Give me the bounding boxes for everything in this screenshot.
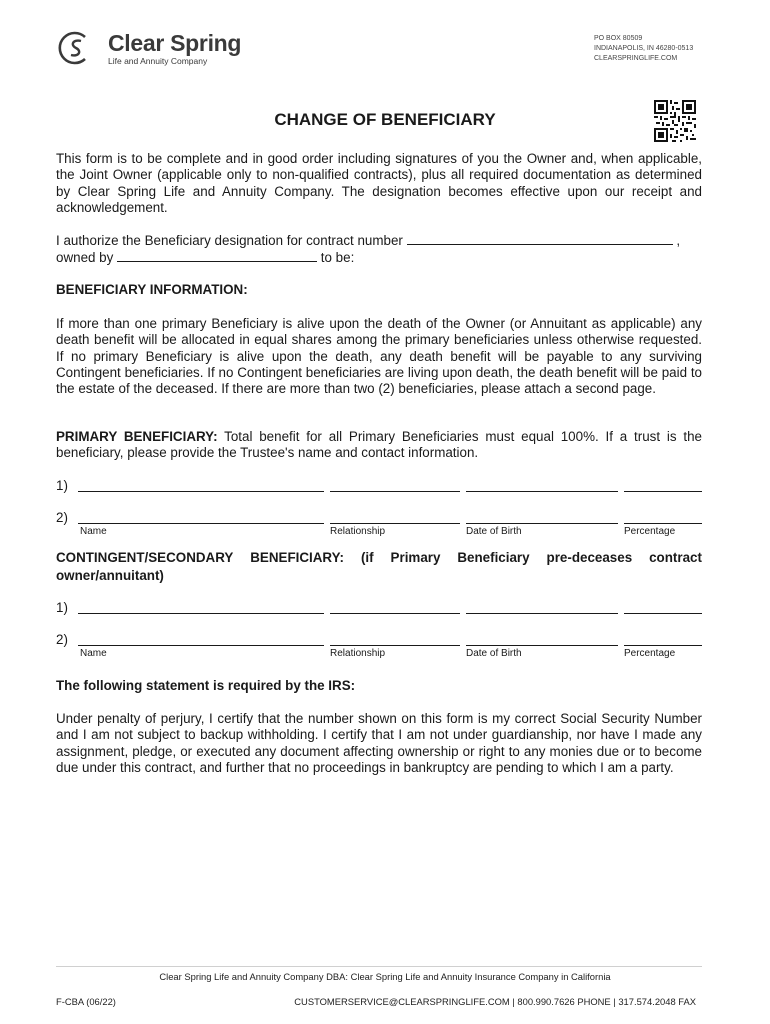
form-title: CHANGE OF BENEFICIARY — [274, 110, 496, 129]
form-code: F-CBA (06/22) — [56, 996, 116, 1007]
contingent-2-name-field[interactable] — [78, 645, 324, 646]
footer-contact: CUSTOMERSERVICE@CLEARSPRINGLIFE.COM | 800.990.7626 PHONE | 317.574.2048 FAX — [294, 996, 696, 1007]
contingent-word: CONTINGENT/SECONDARY — [56, 550, 234, 565]
primary-heading: PRIMARY BENEFICIARY: — [56, 429, 218, 444]
owned-by-label: owned by — [56, 250, 114, 265]
contingent-1-dob-field[interactable] — [466, 613, 618, 614]
company-name: Clear Spring — [108, 30, 242, 56]
column-label-percentage: Percentage — [624, 648, 676, 659]
contingent-row-1-number: 1) — [56, 600, 68, 615]
address-line: INDIANAPOLIS, IN 46280-0513 — [594, 45, 694, 52]
column-label-percentage: Percentage — [624, 526, 676, 537]
column-label-relationship: Relationship — [330, 526, 386, 537]
owner-name-field[interactable] — [117, 251, 317, 262]
primary-row-1-number: 1) — [56, 478, 68, 493]
column-label-dob: Date of Birth — [466, 648, 522, 659]
primary-row-2-number: 2) — [56, 510, 68, 525]
irs-heading: The following statement is required by the IRS: — [56, 678, 356, 693]
primary-1-relationship-field[interactable] — [330, 491, 460, 492]
to-be-label: to be: — [320, 250, 355, 265]
contingent-word: Primary — [390, 550, 441, 565]
authorize-line-2 — [56, 250, 702, 266]
contingent-heading-line-2: owner/annuitant) — [56, 568, 164, 583]
contingent-word: BENEFICIARY: — [250, 550, 344, 565]
beneficiary-info-paragraph: If more than one primary Beneficiary is alive upon the death of the Owner (or Annuitant as applicable) any death benefit will be allocated in equal shares among the primary beneficiaries unless otherwise requested. If no primary Beneficiary is alive upon the death, any death benefit will be payable to any surviving Contingent beneficiaries. If no Contingent beneficiaries are living upon death, the death benefit will be paid to the estate of the deceased. If there are more than two (2) beneficiaries, please attach a second page. — [56, 316, 702, 397]
contingent-1-relationship-field[interactable] — [330, 613, 460, 614]
authorize-comma: , — [676, 233, 681, 248]
address-line: PO BOX 80509 — [594, 35, 643, 42]
contingent-2-dob-field[interactable] — [466, 645, 618, 646]
column-label-dob: Date of Birth — [466, 526, 522, 537]
contingent-1-percentage-field[interactable] — [624, 613, 702, 614]
footer-divider — [56, 966, 702, 967]
authorize-label: I authorize the Beneficiary designation for contract number — [56, 233, 403, 248]
contingent-word: pre-deceases — [546, 550, 633, 565]
primary-2-percentage-field[interactable] — [624, 523, 702, 524]
contingent-word: Beneficiary — [457, 550, 530, 565]
contingent-row-2-number: 2) — [56, 632, 68, 647]
contract-number-field[interactable] — [407, 234, 673, 245]
irs-paragraph: Under penalty of perjury, I certify that the number shown on this form is my correct Social Security Number and I am not subject to backup withholding. I certify that I am not under guardianship, nor have I made any assignment, pledge, or executed any document affecting ownership or right to any monies due or to become due under this contract, and further that no proceedings in bankruptcy are pending to which I am a party. — [56, 711, 702, 775]
contingent-2-percentage-field[interactable] — [624, 645, 702, 646]
column-label-relationship: Relationship — [330, 648, 386, 659]
intro-paragraph: This form is to be complete and in good order including signatures of you the Owner and, when applicable, the Joint Owner (applicable only to non-qualified contracts), plus all required documentation as determined by Clear Spring Life and Annuity Company. The designation becomes effective upon our receipt and acknowledgement. — [56, 151, 702, 215]
primary-2-relationship-field[interactable] — [330, 523, 460, 524]
primary-1-dob-field[interactable] — [466, 491, 618, 492]
contingent-1-name-field[interactable] — [78, 613, 324, 614]
footer-dba: Clear Spring Life and Annuity Company DBA: Clear Spring Life and Annuity Insurance Company in California — [159, 971, 611, 982]
primary-2-name-field[interactable] — [78, 523, 324, 524]
contingent-heading-line-1 — [56, 550, 702, 565]
company-address — [594, 34, 693, 64]
primary-1-name-field[interactable] — [78, 491, 324, 492]
contingent-word: contract — [649, 550, 702, 565]
beneficiary-info-heading: BENEFICIARY INFORMATION: — [56, 282, 248, 297]
column-label-name: Name — [80, 648, 107, 659]
contingent-word: (if — [360, 550, 374, 565]
contingent-2-relationship-field[interactable] — [330, 645, 460, 646]
primary-beneficiary-paragraph — [56, 429, 702, 462]
primary-2-dob-field[interactable] — [466, 523, 618, 524]
primary-text: Total benefit for all Primary Beneficiaries must equal 100%. If a trust is the beneficiary, please provide the Trustee's name and contact information. — [56, 429, 702, 461]
address-line: CLEARSPRINGLIFE.COM — [594, 55, 678, 62]
primary-1-percentage-field[interactable] — [624, 491, 702, 492]
authorize-line-1 — [56, 233, 702, 249]
column-label-name: Name — [80, 526, 107, 537]
company-tagline: Life and Annuity Company — [108, 56, 208, 66]
clear-spring-logo-icon — [56, 28, 96, 68]
